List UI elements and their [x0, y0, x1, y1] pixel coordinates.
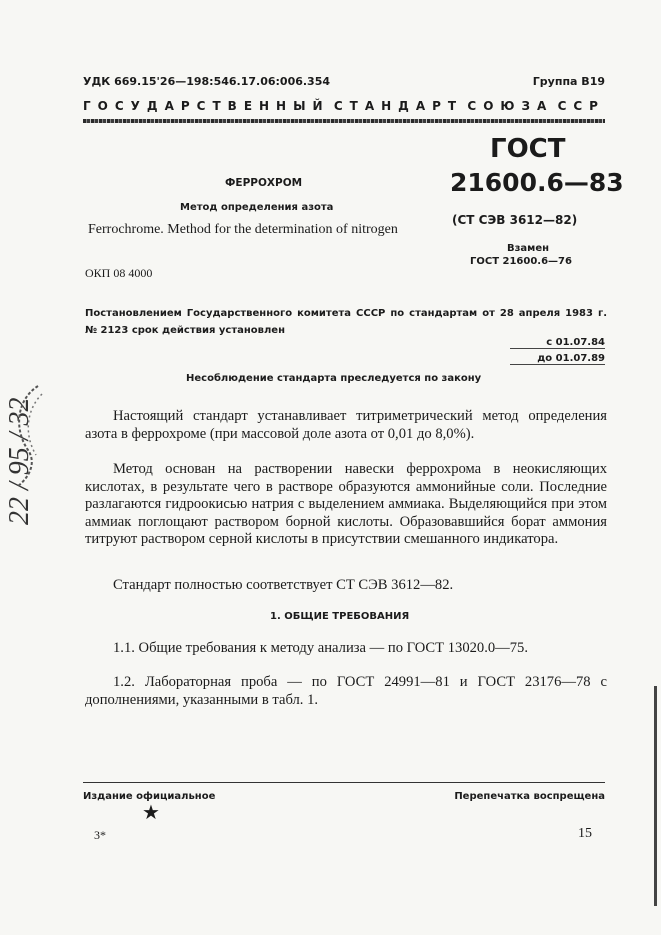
paragraph-text: Стандарт полностью соответствует СТ СЭВ 3612—82.	[113, 577, 454, 593]
method-title-en: Ferrochrome. Method for the determination of nitrogen	[88, 222, 398, 237]
compliance-paragraph	[85, 577, 607, 595]
validity-rule	[510, 348, 605, 349]
state-standard-banner	[83, 99, 605, 113]
method-title-ru: Метод определения азота	[180, 202, 334, 213]
intro-paragraph	[85, 408, 607, 443]
banner-word: СОЮЗА	[467, 99, 554, 113]
clause-1-1	[85, 640, 607, 658]
paragraph-text: Настоящий стандарт устанавливает титриметрический метод определения азота в феррохроме (при массовой доле азота от 0,01 до 8,0%).	[85, 408, 607, 442]
footer-rule	[83, 782, 605, 783]
decree-text: Постановлением Государственного комитета СССР по стандартам от 28 апреля 1983 г. № 2123 срок действия установлен	[85, 308, 607, 336]
clause-1-2	[85, 674, 607, 709]
paragraph-text: 1.1. Общие требования к методу анализа — по ГОСТ 13020.0—75.	[113, 640, 528, 656]
okp-code: ОКП 08 4000	[85, 266, 153, 280]
legal-warning: Несоблюдение стандарта преследуется по закону	[186, 373, 482, 384]
replaces-document: ГОСТ 21600.6—76	[470, 256, 572, 267]
edition-label: Издание официальное	[83, 791, 216, 802]
handwritten-margin-note: 22 / 95 / 32	[4, 397, 35, 525]
paragraph-text: 1.2. Лабораторная проба — по ГОСТ 24991—81 и ГОСТ 23176—78 с дополнениями, указанными в табл. 1.	[85, 674, 607, 708]
section-heading: 1. ОБЩИЕ ТРЕБОВАНИЯ	[270, 611, 410, 622]
banner-rule	[83, 119, 605, 123]
method-paragraph	[85, 461, 607, 549]
sheet-mark: 3*	[94, 828, 106, 842]
validity-rule	[510, 364, 605, 365]
validity-from: с 01.07.84	[546, 337, 605, 348]
page-number: 15	[578, 826, 592, 841]
banner-word: ССР	[557, 99, 605, 113]
validity-to: до 01.07.89	[537, 353, 605, 364]
st-sev-reference: (СТ СЭВ 3612—82)	[452, 213, 578, 227]
banner-word: ГОСУДАРСТВЕННЫЙ	[83, 99, 330, 113]
star-icon: ★	[142, 800, 160, 824]
reprint-notice: Перепечатка воспрещена	[454, 791, 605, 802]
banner-word: СТАНДАРТ	[333, 99, 464, 113]
gost-label: ГОСТ	[490, 134, 566, 164]
udk-code: УДК 669.15'26—198:546.17.06:006.354	[83, 75, 331, 88]
replaces-label: Взамен	[507, 243, 550, 254]
gost-number: 21600.6—83	[450, 168, 624, 197]
seal-stamp-icon	[8, 380, 52, 490]
group-code: Группа В19	[532, 75, 605, 88]
product-title: ФЕРРОХРОМ	[225, 177, 303, 189]
scan-edge-mark	[648, 686, 661, 906]
paragraph-text: Метод основан на растворении навески феррохрома в неокисляющих кислотах, в результате чего в растворе образуются аммонийные соли. Последние разлагаются гидроокисью натрия с выделением аммиака. Выделяющийся при этом аммиак поглощают раствором борной кислоты. Образовавшийся борат аммония титруют раствором серной кислоты в присутствии смешанного индикатора.	[85, 461, 607, 547]
